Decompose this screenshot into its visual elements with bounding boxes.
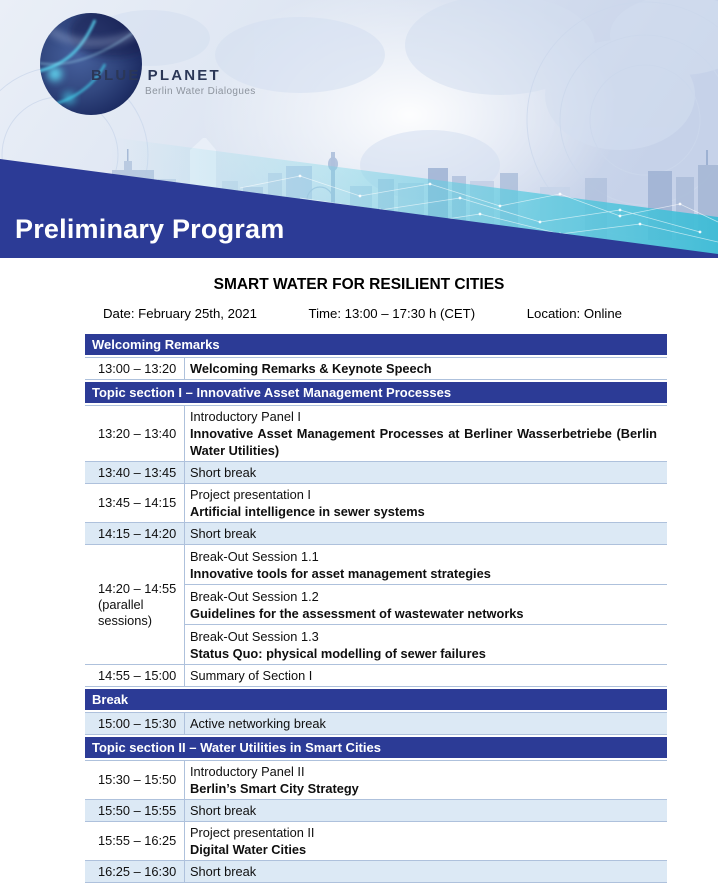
brand-word-planet: PLANET	[147, 67, 221, 84]
section-title: Welcoming Remarks	[92, 337, 220, 352]
event-meta	[103, 306, 622, 321]
event-time: Time: 13:00 – 17:30 h (CET)	[308, 306, 476, 321]
time-cell	[85, 861, 185, 882]
program-table	[85, 334, 667, 883]
content-cell	[185, 761, 667, 799]
content-cell	[185, 484, 667, 522]
program-document	[0, 276, 718, 883]
session-label: Introductory Panel I	[190, 409, 301, 424]
program-row	[85, 799, 667, 821]
session-label: Break-Out Session 1.1	[190, 548, 319, 564]
content-cell	[185, 713, 667, 734]
session-label: Summary of Section I	[190, 668, 313, 683]
content-cell	[185, 523, 667, 544]
time-range: 16:25 – 16:30	[98, 863, 177, 879]
section-header-row	[85, 737, 667, 758]
event-title: SMART WATER FOR RESILIENT CITIES	[213, 276, 505, 293]
banner-title: Preliminary Program	[15, 214, 285, 244]
time-range: 13:20 – 13:40	[98, 425, 177, 441]
time-cell	[85, 523, 185, 544]
section-header-row	[85, 382, 667, 403]
session-label: Short break	[190, 803, 257, 818]
event-location: Location: Online	[526, 306, 622, 321]
program-row	[85, 405, 667, 461]
session-label: Project presentation I	[190, 487, 311, 502]
program-row	[85, 860, 667, 883]
session-label: Short break	[190, 864, 257, 879]
time-cell	[85, 800, 185, 821]
time-cell	[85, 545, 185, 664]
content-cell	[185, 462, 667, 483]
session-block	[185, 584, 667, 624]
brand-wordmark	[91, 67, 221, 84]
time-cell	[85, 358, 185, 379]
time-note: (parallel sessions)	[98, 596, 153, 628]
session-label: Short break	[190, 465, 257, 480]
session-title: Guidelines for the assessment of wastewater networks	[190, 605, 524, 621]
session-title: Status Quo: physical modelling of sewer failures	[190, 645, 486, 661]
time-range: 14:15 – 14:20	[98, 525, 177, 541]
program-row	[85, 461, 667, 483]
time-range: 13:00 – 13:20	[98, 360, 177, 376]
session-title: Innovative Asset Management Processes at Berliner Wasserbetriebe (Berlin Water Utilities)	[190, 426, 657, 458]
time-range: 13:40 – 13:45	[98, 464, 177, 480]
program-row	[85, 821, 667, 860]
time-cell	[85, 713, 185, 734]
header-banner	[0, 0, 718, 258]
session-label: Introductory Panel II	[190, 764, 305, 779]
time-range: 15:30 – 15:50	[98, 772, 177, 787]
brand-word-blue: BLUE	[91, 67, 141, 84]
time-range: 15:00 – 15:30	[98, 715, 177, 731]
content-cell	[185, 358, 667, 379]
content-cell	[185, 861, 667, 882]
section-header-row	[85, 689, 667, 710]
program-row	[85, 760, 667, 799]
session-label: Break-Out Session 1.2	[190, 588, 319, 604]
section-header-row	[85, 334, 667, 355]
time-cell	[85, 484, 185, 522]
time-cell	[85, 761, 185, 799]
section-title: Break	[92, 692, 129, 707]
session-title: Berlin’s Smart City Strategy	[190, 781, 359, 796]
section-title: Topic section II – Water Utilities in Smart Cities	[92, 740, 381, 755]
program-row	[85, 712, 667, 735]
time-cell	[85, 462, 185, 483]
content-cell	[185, 665, 667, 686]
parallel-sessions-cell	[185, 545, 667, 664]
session-title: Innovative tools for asset management strategies	[190, 565, 491, 581]
section-title: Topic section I – Innovative Asset Management Processes	[92, 385, 452, 400]
program-row	[85, 357, 667, 380]
session-label: Short break	[190, 526, 257, 541]
session-label: Break-Out Session 1.3	[190, 628, 319, 644]
content-cell	[185, 406, 667, 461]
time-range: 14:20 – 14:55	[98, 580, 177, 596]
program-row	[85, 522, 667, 544]
logo-mark-icon	[39, 12, 143, 116]
session-block	[185, 545, 667, 584]
logo-tagline: Berlin Water Dialogues	[145, 86, 256, 97]
program-row	[85, 483, 667, 522]
time-range: 15:50 – 15:55	[98, 802, 177, 818]
time-range: 15:55 – 16:25	[98, 833, 177, 848]
content-cell	[185, 822, 667, 860]
session-label: Active networking break	[190, 716, 326, 731]
content-cell	[185, 800, 667, 821]
session-title: Digital Water Cities	[190, 842, 307, 857]
time-cell	[85, 406, 185, 461]
time-cell	[85, 665, 185, 686]
time-range: 13:45 – 14:15	[98, 495, 177, 510]
session-label: Project presentation II	[190, 825, 315, 840]
session-title: Welcoming Remarks & Keynote Speech	[190, 361, 432, 376]
time-range: 14:55 – 15:00	[98, 667, 177, 683]
session-block	[185, 624, 667, 664]
program-row	[85, 664, 667, 687]
time-cell	[85, 822, 185, 860]
event-date: Date: February 25th, 2021	[103, 306, 257, 321]
program-row	[85, 544, 667, 664]
session-title: Artificial intelligence in sewer systems	[190, 504, 425, 519]
